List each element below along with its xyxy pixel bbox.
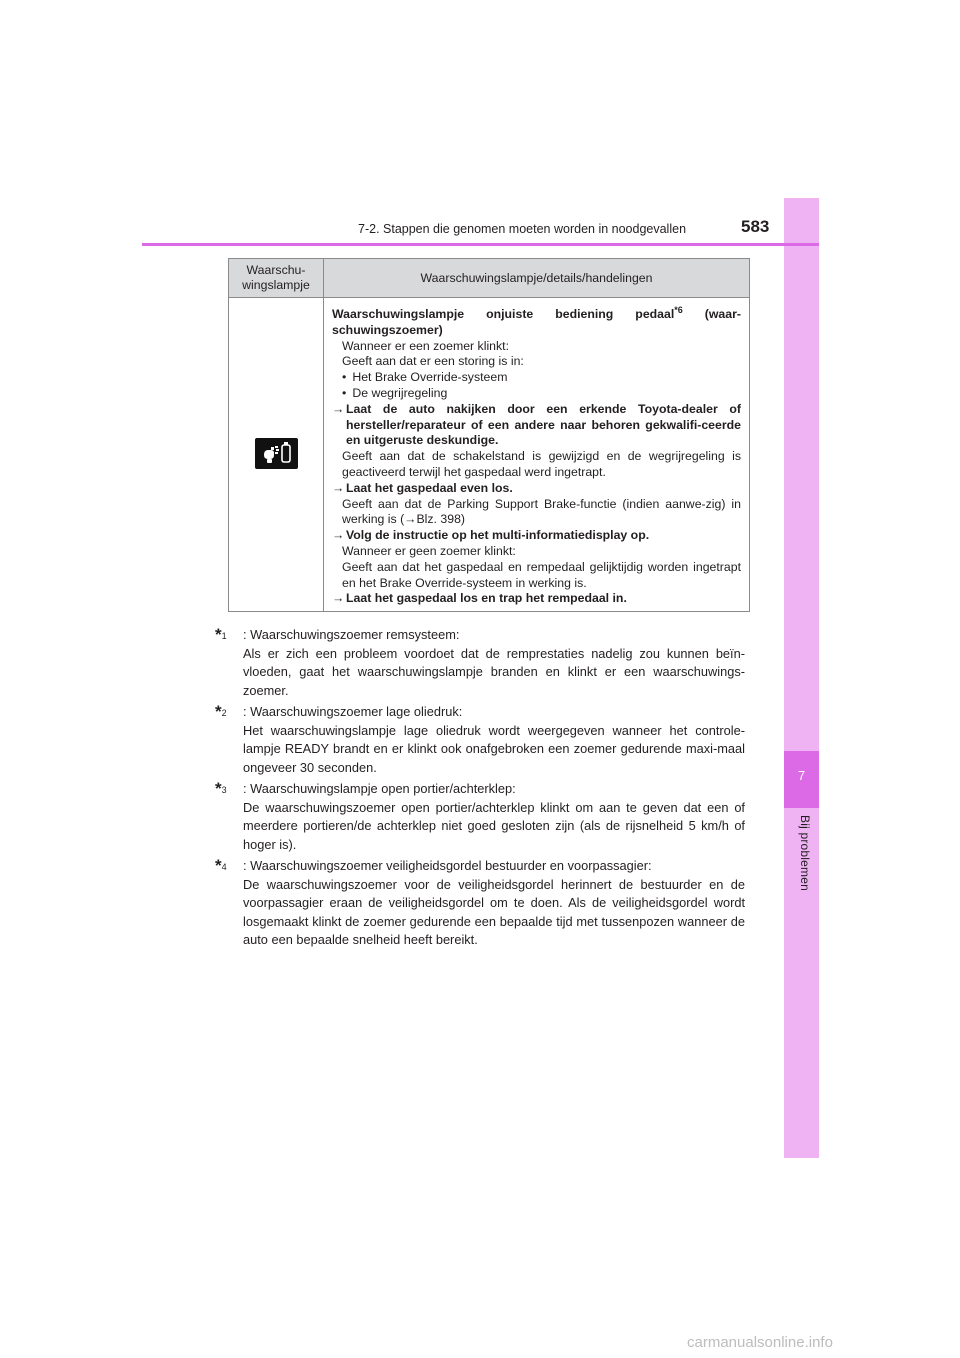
table-row: [229, 298, 750, 612]
page-number: 583: [741, 217, 770, 236]
detail-line: Geeft aan dat de schakelstand is gewijzigd en de wegrijregeling is geactiveerd terwijl het gaspedaal werd ingetrapt.: [342, 449, 741, 480]
warning-title: [332, 303, 741, 339]
footnote-body: Als er zich een probleem voordoet dat de remprestaties nadelig zou kunnen beïn-vloeden, gaat het waarschuwingslampje branden en klinkt er een waarschuwings-zoemer.: [243, 645, 745, 698]
footnote-title: : Waarschuwingszoemer veiligheidsgordel bestuurder en voorpassagier:: [243, 858, 652, 873]
header-divider: [142, 243, 819, 246]
footnote-star: *: [215, 625, 222, 644]
detail-bullet: • De wegrijregeling: [332, 386, 741, 402]
arrow-icon: →: [332, 528, 345, 543]
chapter-sidebar: [784, 198, 819, 1158]
details-cell: [324, 298, 750, 612]
footnote: [215, 780, 745, 854]
footnote-marker: [215, 857, 227, 877]
warning-title-suffix: (waar-schuwingszoemer): [332, 307, 741, 337]
section-header: 7-2. Stappen die genomen moeten worden in noodgevallen: [358, 222, 687, 236]
footnote: [215, 857, 745, 950]
detail-line: Wanneer er geen zoemer klinkt:: [342, 544, 516, 559]
footnote: [215, 703, 745, 777]
warning-title-text: Waarschuwingslampje onjuiste bediening pedaal: [332, 307, 675, 322]
footnote-title: : Waarschuwingszoemer lage oliedruk:: [243, 704, 463, 719]
footnote-title: : Waarschuwingslampje open portier/achterklep:: [243, 781, 516, 796]
footnote: [215, 626, 745, 700]
footnote-star: *: [215, 856, 222, 875]
footnote-number: 4: [221, 862, 227, 872]
arrow-icon: →: [332, 591, 345, 606]
watermark-link[interactable]: carmanualsonline.info: [687, 1334, 833, 1351]
footnote-number: 2: [221, 708, 227, 718]
chapter-title: Bij problemen: [798, 815, 812, 891]
chapter-number: 7: [797, 768, 806, 783]
footnote-marker: [215, 703, 227, 723]
action-text: Laat het gaspedaal even los.: [346, 480, 513, 495]
detail-line: Geeft aan dat er een storing is in:: [342, 354, 524, 369]
action-text: Laat het gaspedaal los en trap het rempedaal in.: [346, 591, 627, 606]
detail-line: Geeft aan dat het gaspedaal en rempedaal gelijktijdig worden ingetrapt en het Brake Override-systeem in werking is.: [342, 559, 741, 590]
footnote-number: 3: [221, 785, 227, 795]
col-header-details: Waarschuwingslampje/details/handelingen: [324, 259, 750, 298]
footnote-star: *: [215, 702, 222, 721]
action-text: Volg de instructie op het multi-informatiedisplay op.: [346, 528, 650, 543]
detail-bullet: • Het Brake Override-systeem: [332, 370, 741, 386]
icon-cell: [229, 298, 324, 612]
arrow-icon: →: [332, 480, 345, 495]
footnote-body: De waarschuwingszoemer open portier/achterklep klinkt om aan te geven dat een of meerdere portieren/de achterklep niet goed gesloten zijn (als de rijsnelheid 5 km/h of hoger is).: [243, 799, 745, 852]
footnote-title: : Waarschuwingszoemer remsysteem:: [243, 627, 460, 642]
action-line: [332, 591, 741, 607]
warning-table: [228, 258, 750, 612]
footnote-marker: [215, 626, 227, 646]
arrow-icon: →: [332, 401, 345, 416]
action-line: [332, 528, 741, 544]
action-line: [332, 402, 741, 449]
footnote-marker: [215, 780, 227, 800]
warning-title-footnote-ref: *6: [674, 305, 683, 315]
detail-line: Wanneer er een zoemer klinkt:: [342, 338, 509, 353]
pedal-misoperation-warning-icon: [255, 438, 298, 469]
footnote-number: 1: [221, 631, 227, 641]
footnote-body: De waarschuwingszoemer voor de veiligheidsgordel herinnert de bestuurder en de voorpassagier eraan de veiligheidsgordel om te doen. Als de veiligheidsgordel wordt losgemaakt klinkt de zoemer gedurende een bepaalde tijd met tussenpozen wanneer de auto een bepaalde snelheid heeft bereikt.: [243, 876, 745, 947]
detail-line: Geeft aan dat de Parking Support Brake-functie (indien aanwe-zig) in werking is (→Blz. 398): [342, 496, 741, 527]
footnote-star: *: [215, 779, 222, 798]
action-line: [332, 481, 741, 497]
col-header-lamp: Waarschu- wingslampje: [229, 259, 324, 298]
action-text: Laat de auto nakijken door een erkende Toyota-dealer of hersteller/reparateur of een andere naar behoren gekwalifi-ceerde en uitgeruste deskundige.: [346, 401, 741, 448]
footnote-body: Het waarschuwingslampje lage oliedruk wordt weergegeven wanneer het controle-lampje READY brandt en er klinkt ook onafgebroken een zoemer gedurende maxi-maal ongeveer 30 seconden.: [243, 722, 745, 775]
